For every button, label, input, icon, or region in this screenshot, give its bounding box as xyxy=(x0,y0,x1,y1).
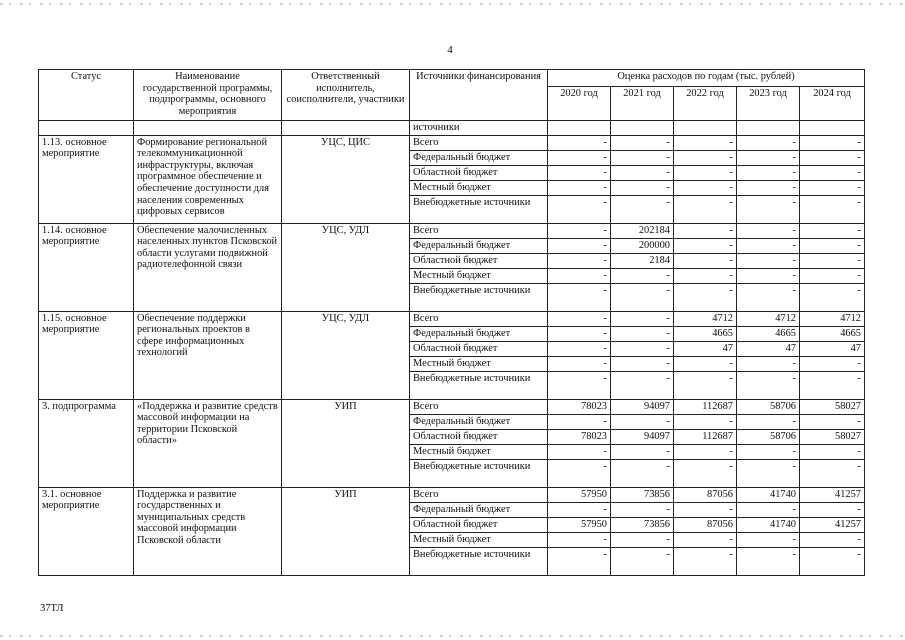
source-cell: Всего xyxy=(410,135,548,150)
value-cell: - xyxy=(674,283,737,311)
responsible-cell: УЦС, УДЛ xyxy=(282,223,410,311)
responsible-cell: УИП xyxy=(282,399,410,487)
value-cell: - xyxy=(548,444,611,459)
status-cell: 1.15. основное мероприятие xyxy=(39,311,134,399)
value-cell: - xyxy=(800,223,865,238)
source-cell: Федеральный бюджет xyxy=(410,414,548,429)
value-cell: - xyxy=(674,150,737,165)
value-cell: - xyxy=(737,371,800,399)
value-cell: - xyxy=(737,547,800,575)
source-cell: Областной бюджет xyxy=(410,517,548,532)
header-name: Наименование государственной программы, подпрограммы, основного мероприятия xyxy=(134,70,282,121)
header-responsible: Ответственный исполнитель, соисполнители, участники xyxy=(282,70,410,121)
value-cell: - xyxy=(611,326,674,341)
value-cell: - xyxy=(800,195,865,223)
value-cell: - xyxy=(674,459,737,487)
value-cell: - xyxy=(800,268,865,283)
value-cell: 73856 xyxy=(611,487,674,502)
value-cell: - xyxy=(548,135,611,150)
source-cell: Областной бюджет xyxy=(410,253,548,268)
value-cell: 41740 xyxy=(737,517,800,532)
value-cell xyxy=(548,121,611,136)
value-cell: - xyxy=(737,268,800,283)
source-cell: Местный бюджет xyxy=(410,268,548,283)
page-number: 4 xyxy=(447,44,453,56)
value-cell: 112687 xyxy=(674,429,737,444)
value-cell: - xyxy=(800,150,865,165)
value-cell: - xyxy=(674,502,737,517)
value-cell: - xyxy=(548,547,611,575)
source-cell: Областной бюджет xyxy=(410,165,548,180)
value-cell: - xyxy=(737,444,800,459)
value-cell: 94097 xyxy=(611,429,674,444)
value-cell: - xyxy=(800,283,865,311)
value-cell: - xyxy=(611,135,674,150)
source-cell: Внебюджетные источники xyxy=(410,283,548,311)
value-cell: 4665 xyxy=(737,326,800,341)
value-cell: - xyxy=(548,253,611,268)
responsible-cell: УИП xyxy=(282,487,410,575)
source-cell: Федеральный бюджет xyxy=(410,150,548,165)
header-status: Статус xyxy=(39,70,134,121)
source-cell: Всего xyxy=(410,399,548,414)
source-cell: Внебюджетные источники xyxy=(410,459,548,487)
value-cell: - xyxy=(548,150,611,165)
value-cell: - xyxy=(611,356,674,371)
value-cell: - xyxy=(674,195,737,223)
value-cell: - xyxy=(611,341,674,356)
source-cell: Областной бюджет xyxy=(410,429,548,444)
value-cell: - xyxy=(548,341,611,356)
value-cell: - xyxy=(674,165,737,180)
value-cell: - xyxy=(737,238,800,253)
header-estimate: Оценка расходов по годам (тыс. рублей) xyxy=(548,70,865,87)
source-cell: Местный бюджет xyxy=(410,356,548,371)
value-cell: - xyxy=(611,283,674,311)
table-body xyxy=(39,121,865,576)
value-cell: - xyxy=(674,414,737,429)
value-cell: - xyxy=(800,135,865,150)
value-cell: 202184 xyxy=(611,223,674,238)
table-row xyxy=(39,223,865,238)
source-cell: источники xyxy=(410,121,548,136)
value-cell: - xyxy=(674,532,737,547)
source-cell: Местный бюджет xyxy=(410,444,548,459)
value-cell: - xyxy=(674,547,737,575)
value-cell: - xyxy=(611,459,674,487)
value-cell: - xyxy=(800,165,865,180)
value-cell: - xyxy=(800,253,865,268)
source-cell: Внебюджетные источники xyxy=(410,195,548,223)
responsible-cell: УЦС, ЦИС xyxy=(282,135,410,223)
value-cell: - xyxy=(737,195,800,223)
name-cell: «Поддержка и развитие средств массовой информации на территории Псковской области» xyxy=(134,399,282,487)
value-cell: - xyxy=(737,502,800,517)
value-cell: - xyxy=(737,283,800,311)
value-cell: - xyxy=(737,459,800,487)
continuation-row xyxy=(39,121,865,136)
value-cell: - xyxy=(548,165,611,180)
source-cell: Внебюджетные источники xyxy=(410,547,548,575)
name-cell xyxy=(134,121,282,136)
value-cell xyxy=(800,121,865,136)
value-cell: - xyxy=(548,326,611,341)
value-cell: - xyxy=(611,371,674,399)
value-cell: 4665 xyxy=(800,326,865,341)
name-cell: Обеспечение малочисленных населенных пунктов Псковской области услугами подвижной радиотелефонной связи xyxy=(134,223,282,311)
value-cell: - xyxy=(800,547,865,575)
value-cell: - xyxy=(674,180,737,195)
value-cell: - xyxy=(800,459,865,487)
source-cell: Всего xyxy=(410,223,548,238)
table-row xyxy=(39,399,865,414)
value-cell: 87056 xyxy=(674,487,737,502)
responsible-cell: УЦС, УДЛ xyxy=(282,311,410,399)
budget-table xyxy=(38,69,865,576)
value-cell: - xyxy=(800,356,865,371)
value-cell: 112687 xyxy=(674,399,737,414)
header-year: 2022 год xyxy=(674,87,737,121)
value-cell: - xyxy=(548,195,611,223)
value-cell: - xyxy=(800,444,865,459)
value-cell: - xyxy=(737,253,800,268)
value-cell: 4712 xyxy=(674,311,737,326)
status-cell xyxy=(39,121,134,136)
value-cell: - xyxy=(737,356,800,371)
value-cell: - xyxy=(800,414,865,429)
value-cell: - xyxy=(548,502,611,517)
value-cell: - xyxy=(548,414,611,429)
name-cell: Поддержка и развитие государственных и муниципальных средств массовой информации Псковской области xyxy=(134,487,282,575)
value-cell xyxy=(674,121,737,136)
value-cell: - xyxy=(548,223,611,238)
value-cell: 4712 xyxy=(737,311,800,326)
value-cell: - xyxy=(674,253,737,268)
value-cell: - xyxy=(611,165,674,180)
value-cell: - xyxy=(611,547,674,575)
value-cell xyxy=(611,121,674,136)
status-cell: 1.14. основное мероприятие xyxy=(39,223,134,311)
value-cell: - xyxy=(611,502,674,517)
name-cell: Обеспечение поддержки региональных проектов в сфере информационных технологий xyxy=(134,311,282,399)
source-cell: Областной бюджет xyxy=(410,341,548,356)
value-cell: 78023 xyxy=(548,429,611,444)
value-cell: 47 xyxy=(674,341,737,356)
value-cell: - xyxy=(611,444,674,459)
value-cell: - xyxy=(800,371,865,399)
value-cell: - xyxy=(737,150,800,165)
value-cell: - xyxy=(674,356,737,371)
value-cell: - xyxy=(674,223,737,238)
value-cell: - xyxy=(674,135,737,150)
value-cell: - xyxy=(674,238,737,253)
header-year: 2020 год xyxy=(548,87,611,121)
value-cell: 58027 xyxy=(800,429,865,444)
value-cell: - xyxy=(548,311,611,326)
table-row xyxy=(39,311,865,326)
value-cell: 47 xyxy=(737,341,800,356)
value-cell: - xyxy=(800,238,865,253)
footer-code: 37ТЛ xyxy=(40,603,64,614)
header-sources: Источники финансирования xyxy=(410,70,548,121)
value-cell: - xyxy=(548,238,611,253)
value-cell: 41257 xyxy=(800,517,865,532)
value-cell: - xyxy=(548,532,611,547)
scan-edge-top xyxy=(0,3,905,5)
value-cell: - xyxy=(737,180,800,195)
value-cell: - xyxy=(611,180,674,195)
value-cell: 200000 xyxy=(611,238,674,253)
value-cell: - xyxy=(737,532,800,547)
header-year: 2024 год xyxy=(800,87,865,121)
value-cell: - xyxy=(674,268,737,283)
value-cell: - xyxy=(800,532,865,547)
source-cell: Федеральный бюджет xyxy=(410,238,548,253)
value-cell xyxy=(737,121,800,136)
value-cell: - xyxy=(611,311,674,326)
value-cell: 57950 xyxy=(548,487,611,502)
value-cell: 47 xyxy=(800,341,865,356)
value-cell: - xyxy=(737,223,800,238)
header-year: 2023 год xyxy=(737,87,800,121)
value-cell: - xyxy=(800,180,865,195)
value-cell: 2184 xyxy=(611,253,674,268)
value-cell: 41257 xyxy=(800,487,865,502)
value-cell: - xyxy=(548,356,611,371)
value-cell: - xyxy=(548,268,611,283)
value-cell: 4712 xyxy=(800,311,865,326)
value-cell: - xyxy=(611,532,674,547)
source-cell: Федеральный бюджет xyxy=(410,502,548,517)
source-cell: Федеральный бюджет xyxy=(410,326,548,341)
table-row xyxy=(39,487,865,502)
value-cell: - xyxy=(548,459,611,487)
name-cell: Формирование региональной телекоммуникационной инфраструктуры, включая программное обеспечение и обеспечение доступности для населения современных цифровых сервисов xyxy=(134,135,282,223)
value-cell: 73856 xyxy=(611,517,674,532)
source-cell: Всего xyxy=(410,311,548,326)
value-cell: - xyxy=(548,283,611,311)
table-row xyxy=(39,135,865,150)
value-cell: 58706 xyxy=(737,399,800,414)
responsible-cell xyxy=(282,121,410,136)
source-cell: Внебюджетные источники xyxy=(410,371,548,399)
value-cell: - xyxy=(800,502,865,517)
value-cell: 78023 xyxy=(548,399,611,414)
status-cell: 3. подпрограмма xyxy=(39,399,134,487)
value-cell: 57950 xyxy=(548,517,611,532)
header-year: 2021 год xyxy=(611,87,674,121)
value-cell: - xyxy=(611,150,674,165)
value-cell: - xyxy=(674,444,737,459)
value-cell: 94097 xyxy=(611,399,674,414)
value-cell: 87056 xyxy=(674,517,737,532)
value-cell: - xyxy=(611,414,674,429)
value-cell: - xyxy=(611,268,674,283)
value-cell: 58706 xyxy=(737,429,800,444)
value-cell: 41740 xyxy=(737,487,800,502)
source-cell: Местный бюджет xyxy=(410,180,548,195)
source-cell: Всего xyxy=(410,487,548,502)
value-cell: - xyxy=(548,371,611,399)
status-cell: 3.1. основное мероприятие xyxy=(39,487,134,575)
value-cell: - xyxy=(737,414,800,429)
value-cell: 58027 xyxy=(800,399,865,414)
value-cell: - xyxy=(548,180,611,195)
status-cell: 1.13. основное мероприятие xyxy=(39,135,134,223)
value-cell: - xyxy=(674,371,737,399)
value-cell: 4665 xyxy=(674,326,737,341)
value-cell: - xyxy=(737,165,800,180)
value-cell: - xyxy=(737,135,800,150)
scan-edge-bottom xyxy=(0,635,905,637)
value-cell: - xyxy=(611,195,674,223)
source-cell: Местный бюджет xyxy=(410,532,548,547)
